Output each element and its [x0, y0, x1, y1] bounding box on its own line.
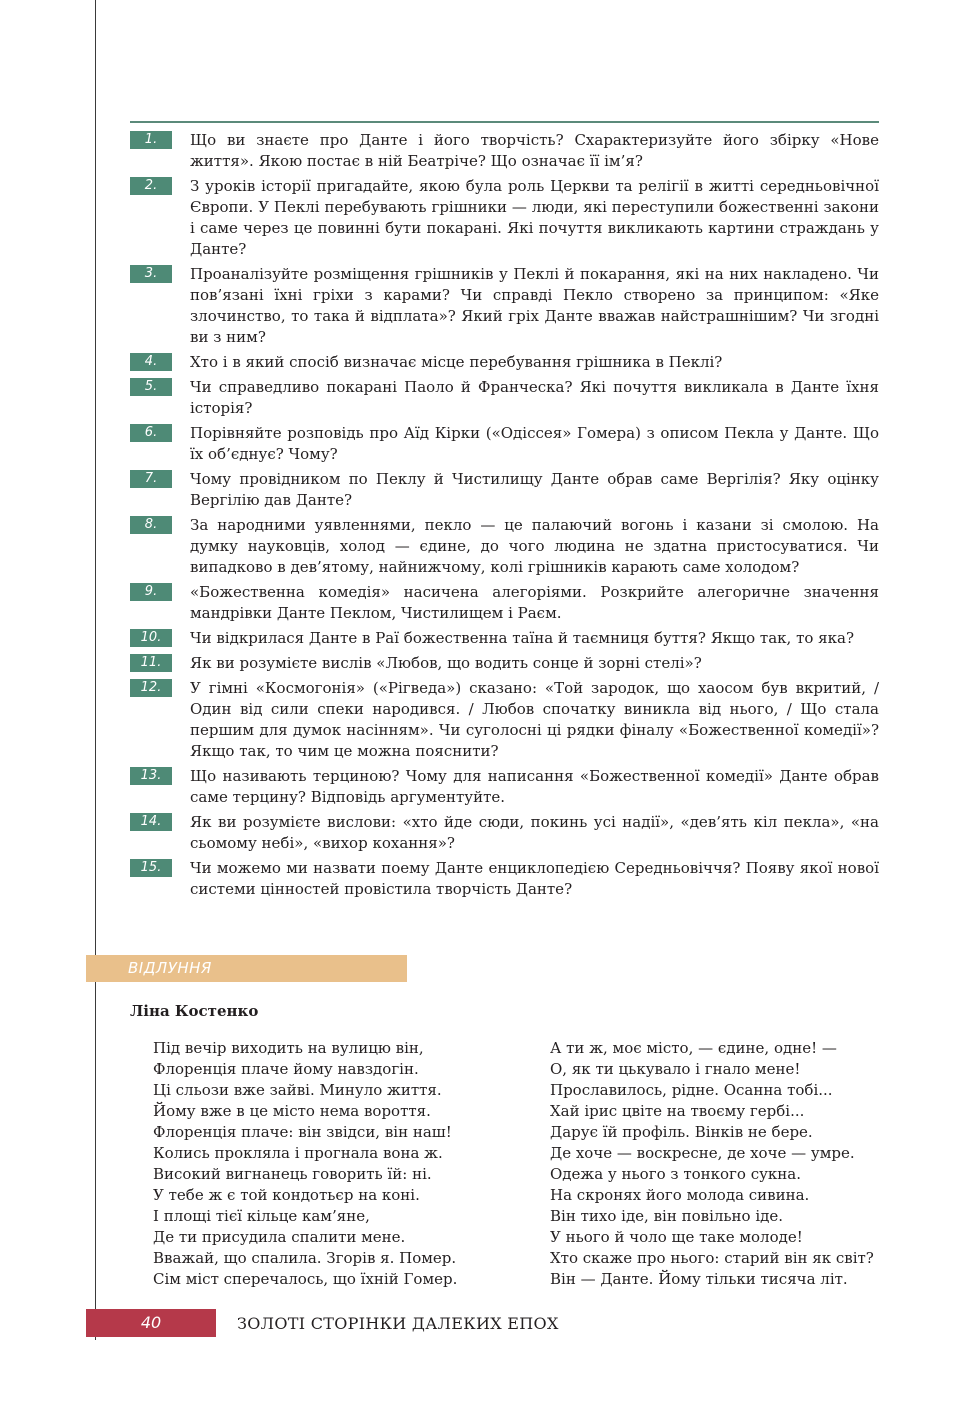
poem-line: Хай ірис цвіте на твоєму гербі... — [550, 1102, 805, 1120]
question-item — [130, 812, 879, 854]
poem-line: На скронях його молода сивина. — [550, 1186, 810, 1204]
poem-line: Високий вигнанець говорить їй: ні. — [153, 1165, 432, 1183]
question-text: Хто і в який спосіб визначає місце перебування грішника в Пеклі? — [190, 353, 723, 371]
margin-line — [95, 0, 96, 1340]
question-text: Проаналізуйте розміщення грішників у Пеклі й покарання, які на них накладено. Чи пов’язані їхні гріхи з карами? Чи справді Пекло створено за принципом: «Яке злочинство, то така й відплата»? Який гріх Данте вважав найстрашнішим? Чи згодні ви з ним? — [190, 265, 879, 346]
poem-line: Вважай, що спалила. Згорів я. Помер. — [153, 1249, 457, 1267]
question-text: Чому провідником по Пеклу й Чистилищу Данте обрав саме Вергілія? Яку оцінку Вергілію дав Данте? — [190, 470, 879, 509]
poem-line: Флоренція плаче: він звідси, він наш! — [153, 1123, 452, 1141]
question-item — [130, 469, 879, 511]
question-number: 15. — [130, 859, 172, 877]
question-text: Як ви розумієте вислів «Любов, що водить сонце й зорні стелі»? — [190, 654, 702, 672]
question-text: Порівняйте розповідь про Аїд Кірки («Одіссея» Гомера) з описом Пекла у Данте. Що їх об’єднує? Чому? — [190, 424, 879, 463]
poem-line: Він тихо іде, він повільно іде. — [550, 1207, 784, 1225]
poem-line: Під вечір виходить на вулицю він, — [153, 1039, 424, 1057]
question-number: 12. — [130, 679, 172, 697]
question-item — [130, 515, 879, 578]
question-number: 9. — [130, 583, 172, 601]
question-number: 14. — [130, 813, 172, 831]
page-number: 40 — [86, 1309, 216, 1337]
question-text: За народними уявленнями, пекло — це палаючий вогонь і казани зі смолою. На думку науковців, холод — єдине, до чого людина не здатна пристосуватися. Чи випадково в дев’ятому, найнижчому, колі грішників карають саме холодом? — [190, 516, 879, 576]
poem-line: Флоренція плаче йому навздогін. — [153, 1060, 419, 1078]
poem-line: Де хоче — воскресне, де хоче — умре. — [550, 1144, 855, 1162]
question-item — [130, 352, 879, 373]
question-text: З уроків історії пригадайте, якою була роль Церкви та релігії в житті середньовічної Європи. У Пеклі перебувають грішники — люди, які переступили божественні закони і саме через це повинні бути покарані. Які почуття викликають картини страждань у Данте? — [190, 177, 879, 258]
poem-line: Дарує їй профіль. Вінків не бере. — [550, 1123, 813, 1141]
question-number: 8. — [130, 516, 172, 534]
question-number: 11. — [130, 654, 172, 672]
question-text: Чи відкрилася Данте в Раї божественна таїна й таємниця буття? Якщо так, то яка? — [190, 629, 854, 647]
question-number: 2. — [130, 177, 172, 195]
question-number: 1. — [130, 131, 172, 149]
question-number: 5. — [130, 378, 172, 396]
poem-line: А ти ж, моє місто, — єдине, одне! — — [550, 1039, 837, 1057]
poem-line: Колись прокляла і прогнала вона ж. — [153, 1144, 443, 1162]
poem-line: Ці сльози вже зайві. Минуло життя. — [153, 1081, 442, 1099]
question-text: «Божественна комедія» насичена алегоріями. Розкрийте алегоричне значення мандрівки Данте Пеклом, Чистилищем і Раєм. — [190, 583, 879, 622]
poem-right-column — [550, 1038, 874, 1290]
poem-line: І площі тієї кільце кам’яне, — [153, 1207, 370, 1225]
poem-line: Хто скаже про нього: старий він як світ? — [550, 1249, 874, 1267]
poem-line: Сім міст сперечалось, що їхній Гомер. — [153, 1270, 458, 1288]
question-item — [130, 653, 879, 674]
question-item — [130, 628, 879, 649]
question-text: Що ви знаєте про Данте і його творчість? Схарактеризуйте його збірку «Нове життя». Якою постає в ній Беатріче? Що означає її ім’я? — [190, 131, 879, 170]
question-item — [130, 678, 879, 762]
poem-line: Де ти присудила спалити мене. — [153, 1228, 406, 1246]
question-item — [130, 264, 879, 348]
question-item — [130, 423, 879, 465]
question-item — [130, 130, 879, 172]
question-number: 3. — [130, 265, 172, 283]
question-item — [130, 377, 879, 419]
poem-line: Йому вже в це місто нема вороття. — [153, 1102, 431, 1120]
question-number: 4. — [130, 353, 172, 371]
poem-line: У тебе ж є той кондотьєр на коні. — [153, 1186, 420, 1204]
question-number: 13. — [130, 767, 172, 785]
questions-list — [130, 130, 879, 904]
question-item — [130, 766, 879, 808]
echo-section-label: ВІДЛУННЯ — [86, 955, 407, 982]
question-item — [130, 858, 879, 900]
question-text: У гімні «Космогонія» («Рігведа») сказано: «Той зародок, що хаосом був вкритий, / Один від сили спеки народився. / Любов спочатку виникла від нього, / Що стала першим для думок насінням». Чи суголосні ці рядки фіналу «Божественної комедії»? Якщо так, то чим це можна пояснити? — [190, 679, 879, 760]
question-item — [130, 176, 879, 260]
top-rule — [130, 121, 879, 123]
question-text: Як ви розумієте вислови: «хто йде сюди, покинь усі надії», «дев’ять кіл пекла», «на сьомому небі», «вихор кохання»? — [190, 813, 879, 852]
question-item — [130, 582, 879, 624]
question-text: Чи справедливо покарані Паоло й Франческа? Які почуття викликала в Данте їхня історія? — [190, 378, 879, 417]
poem-author: Ліна Костенко — [130, 1002, 259, 1020]
poem-line: У нього й чоло ще таке молоде! — [550, 1228, 803, 1246]
poem-line: Він — Данте. Йому тільки тисяча літ. — [550, 1270, 848, 1288]
poem-left-column — [153, 1038, 457, 1290]
question-number: 6. — [130, 424, 172, 442]
question-number: 10. — [130, 629, 172, 647]
poem-line: О, як ти цькувало і гнало мене! — [550, 1060, 801, 1078]
question-number: 7. — [130, 470, 172, 488]
question-text: Що називають терциною? Чому для написання «Божественної комедії» Данте обрав саме терцину? Відповідь аргументуйте. — [190, 767, 879, 806]
poem-line: Одежа у нього з тонкого сукна. — [550, 1165, 802, 1183]
question-text: Чи можемо ми назвати поему Данте енциклопедією Середньовіччя? Появу якої нової системи цінностей провістила творчість Данте? — [190, 859, 879, 898]
poem-line: Прославилось, рідне. Осанна тобі... — [550, 1081, 833, 1099]
running-title: ЗОЛОТІ СТОРІНКИ ДАЛЕКИХ ЕПОХ — [237, 1314, 559, 1333]
